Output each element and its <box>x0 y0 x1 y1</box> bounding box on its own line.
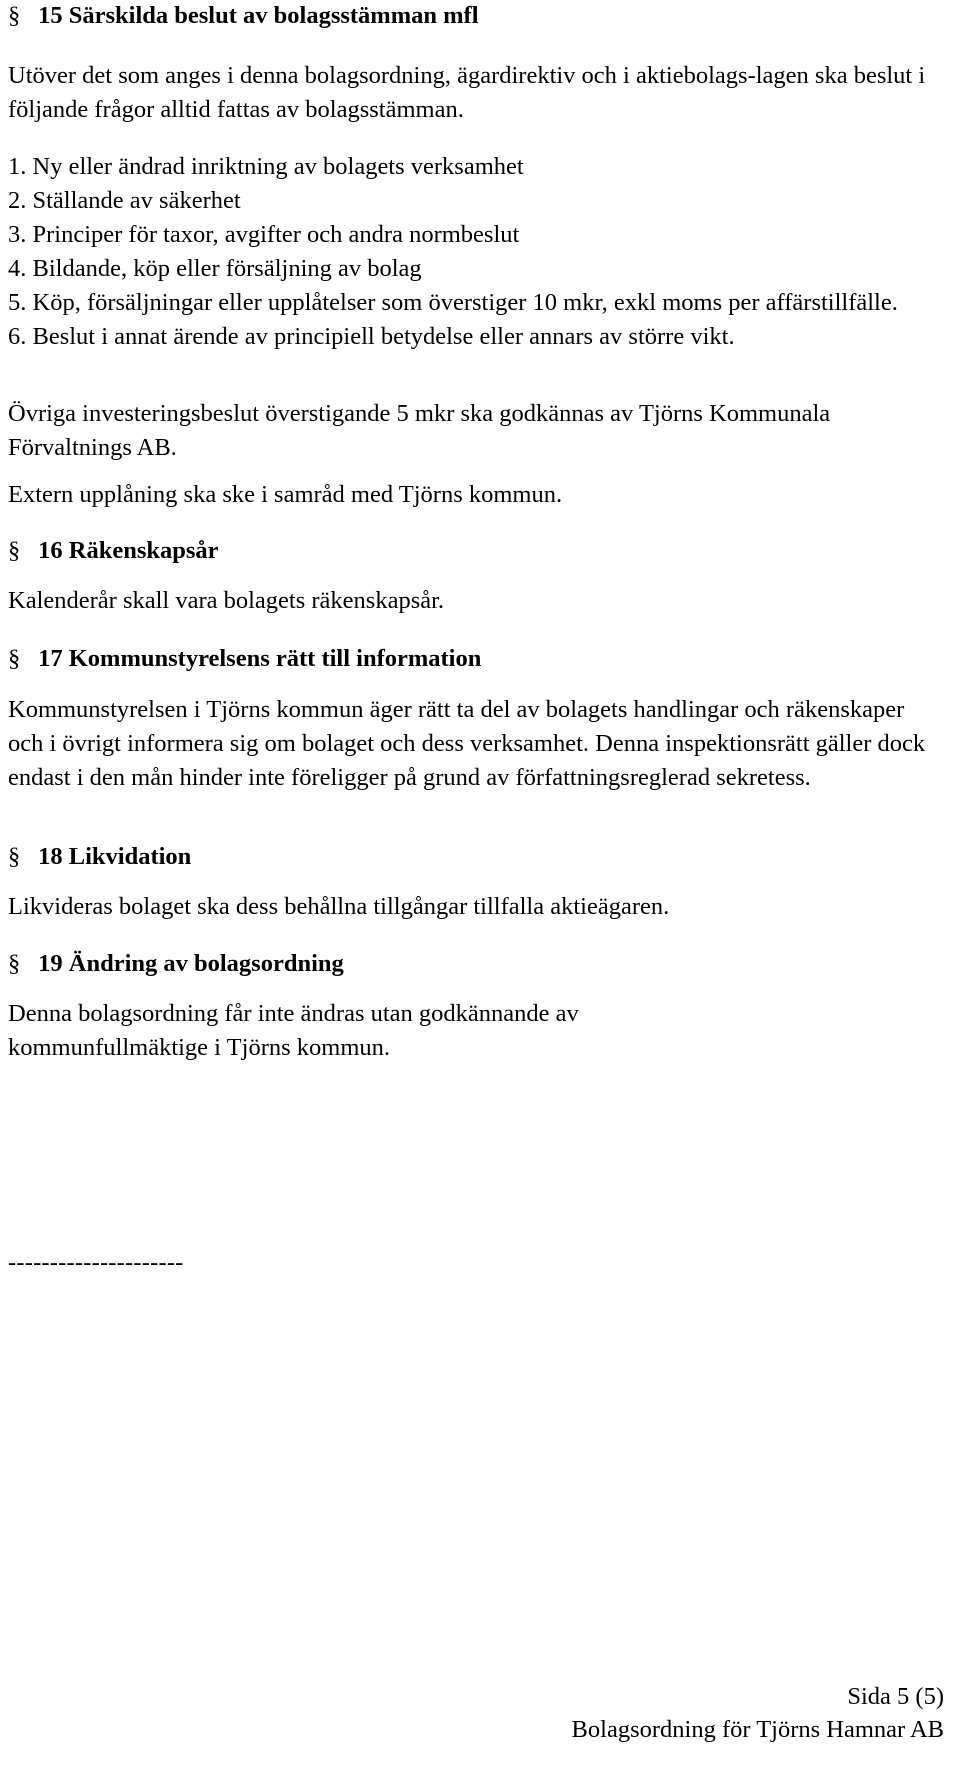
list-item: 4. Bildande, köp eller försäljning av bolag <box>8 255 422 282</box>
section-heading-18 <box>8 840 191 874</box>
end-divider: --------------------- <box>8 1249 184 1276</box>
list-item: 6. Beslut i annat ärende av principiell betydelse eller annars av större vikt. <box>8 323 735 350</box>
footer-document-title: Bolagsordning för Tjörns Hamnar AB <box>571 1716 944 1743</box>
section-heading-text: 16 Räkenskapsår <box>38 537 219 564</box>
section-16-body: Kalenderår skall vara bolagets räkenskapsår. <box>8 587 445 614</box>
list-item: 1. Ny eller ändrad inriktning av bolagets verksamhet <box>8 153 524 180</box>
section-symbol: § <box>8 2 21 29</box>
section-heading-17 <box>8 642 481 676</box>
document-page <box>8 0 948 1766</box>
section-15-borrowing-para: Extern upplåning ska ske i samråd med Tjörns kommun. <box>8 481 563 508</box>
section-heading-15 <box>8 0 479 33</box>
section-18-body: Likvideras bolaget ska dess behållna tillgångar tillfalla aktieägaren. <box>8 893 670 920</box>
list-item: 2. Ställande av säkerhet <box>8 187 241 214</box>
list-item: 5. Köp, försäljningar eller upplåtelser som överstiger 10 mkr, exkl moms per affärstillfälle. <box>8 289 898 316</box>
section-15-investment-para: Övriga investeringsbeslut överstigande 5 mkr ska godkännas av Tjörns Kommunala Förvaltnings AB. <box>8 400 831 461</box>
section-symbol: § <box>8 843 21 870</box>
list-item: 3. Principer för taxor, avgifter och andra normbeslut <box>8 221 520 248</box>
section-19-body: Denna bolagsordning får inte ändras utan godkännande av kommunfullmäktige i Tjörns kommun. <box>8 1000 579 1061</box>
section-heading-text: 19 Ändring av bolagsordning <box>38 950 344 977</box>
section-heading-text: 17 Kommunstyrelsens rätt till information <box>38 645 482 672</box>
footer-page-number: Sida 5 (5) <box>847 1683 944 1710</box>
section-symbol: § <box>8 645 21 672</box>
decision-list <box>8 150 943 354</box>
section-17-body: Kommunstyrelsen i Tjörns kommun äger rätt ta del av bolagets handlingar och räkenskaper och i övrigt informera sig om bolaget och dess verksamhet. Denna inspektionsrätt gäller dock endast i den mån hinder inte föreligger på grund av författningsreglerad sekretess. <box>8 696 926 791</box>
section-heading-text: 18 Likvidation <box>38 843 192 870</box>
section-heading-19 <box>8 947 344 981</box>
section-heading-text: 15 Särskilda beslut av bolagsstämman mfl <box>38 2 479 29</box>
section-symbol: § <box>8 537 21 564</box>
section-symbol: § <box>8 950 21 977</box>
section-15-intro: Utöver det som anges i denna bolagsordning, ägardirektiv och i aktiebolags-lagen ska beslut i följande frågor alltid fattas av bolagsstämman. <box>8 62 926 123</box>
section-heading-16 <box>8 534 219 568</box>
